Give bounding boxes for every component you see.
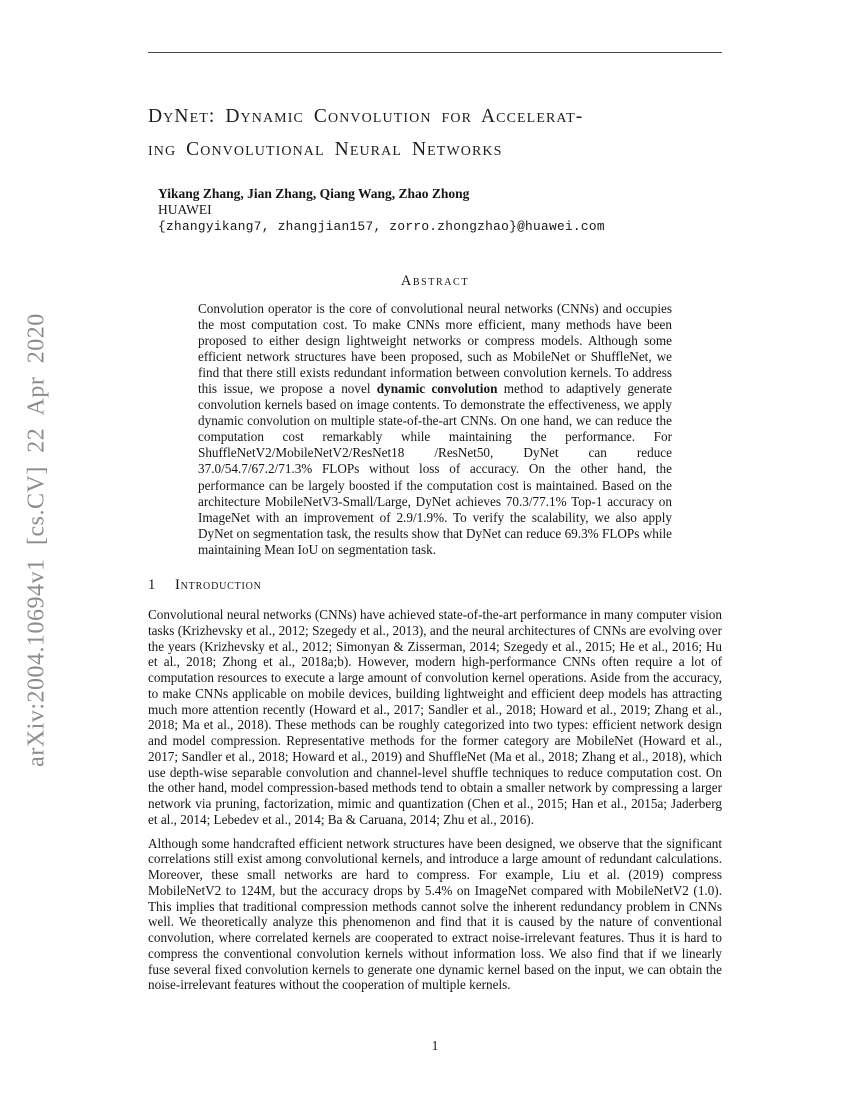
abstract-text (148, 301, 722, 559)
abstract-text-pre: Convolution operator is the core of convolutional neural networks (CNNs) and occupies the most computation cost. To make CNNs more efficient, many methods have been proposed to either design lightweight networks or compress models. Although some efficient network structures have been proposed, such as MobileNet or ShuffleNet, we find that there still exists redundant information between convolution kernels. To address this issue, we propose a novel (198, 300, 672, 396)
author-block (148, 186, 722, 235)
section-number: 1 (148, 577, 156, 593)
abstract-heading: Abstract (400, 272, 470, 289)
affiliation-line: HUAWEI (158, 201, 212, 217)
paper-title-line1: DyNet: Dynamic Convolution for Accelerat- (148, 106, 584, 127)
intro-paragraph-1: Convolutional neural networks (CNNs) have achieved state-of-the-art performance in many computer vision tasks (Krizhevsky et al., 2012; Szegedy et al., 2013), and the neural architectures of CNNs are evolving over the years (Krizhevsky et al., 2012; Simonyan & Zisserman, 2014; Szegedy et al., 2015; He et al., 2016; Hu et al., 2018; Zhong et al., 2018a;b). However, modern high-performance CNNs often require a lot of computation resources to execute a large amount of convolution kernel operations. Aside from the accuracy, to make CNNs applicable on mobile devices, building lightweight and efficient deep models has attracting much more attention recently (Howard et al., 2017; Sandler et al., 2018; Howard et al., 2019; Zhang et al., 2018; Ma et al., 2018). These methods can be roughly categorized into two types: efficient network design and model compression. Representative methods for the former category are MobileNet (Howard et al., 2017; Sandler et al., 2018; Howard et al., 2019) and ShuffleNet (Ma et al., 2018; Zhang et al., 2018), which use depth-wise separable convolution and channel-level shuffle techniques to reduce computation cost. On the other hand, model compression-based methods tend to obtain a smaller network by compressing a larger network via pruning, factorization, mimic and quantization (Chen et al., 2015; Han et al., 2015a; Jaderberg et al., 2014; Lebedev et al., 2014; Ba & Caruana, 2014; Zhu et al., 2016). (148, 607, 722, 827)
section-heading-introduction (148, 577, 722, 594)
email-line: {zhangyikang7, zhangjian157, zorro.zhongzhao}@huawei.com (158, 219, 605, 234)
intro-paragraph-2: Although some handcrafted efficient network structures have been designed, we observe that the significant correlations still exist among convolutional kernels, and introduce a large amount of redundant calculations. Moreover, these small networks are hard to compress. For example, Liu et al. (2019) compress MobileNetV2 to 124M, but the accuracy drops by 5.4% on ImageNet compared with MobileNetV2 (1.0). This implies that traditional compression methods cannot solve the inherent redundancy problem in CNNs well. We theoretically analyze this phenomenon and find that it is caused by the nature of conventional convolution, where correlated kernels are cooperated to extract noise-irrelevant features. Thus it is hard to compress the conventional convolution kernels without information loss. We also find that if we linearly fuse several fixed convolution kernels to generate one dynamic kernel based on the input, we can obtain the noise-irrelevant features without the cooperation of multiple kernels. (148, 835, 722, 993)
paper-title-line2: ing Convolutional Neural Networks (148, 139, 503, 160)
abstract-text-bold: dynamic convolution (376, 380, 498, 396)
authors-line: Yikang Zhang, Jian Zhang, Qiang Wang, Zhao Zhong (158, 186, 470, 201)
arxiv-watermark: arXiv:2004.10694v1 [cs.CV] 22 Apr 2020 (23, 313, 50, 767)
header-rule (148, 52, 722, 53)
paper-title (148, 100, 722, 166)
abstract-text-post: method to adaptively generate convolution kernels based on image contents. To demonstrate the effectiveness, we apply dynamic convolution on multiple state-of-the-art CNNs. On one hand, we can reduce the computation cost remarkably while maintaining the performance. For ShuffleNetV2/MobileNetV2/ResNet18 /ResNet50, DyNet can reduce 37.0/54.7/67.2/71.3% FLOPs without loss of accuracy. On the other hand, the performance can be largely boosted if the computation cost is maintained. Based on the architecture MobileNetV3-Small/Large, DyNet achieves 70.3/77.1% Top-1 accuracy on ImageNet with an improvement of 2.9/1.9%. To verify the scalability, we also apply DyNet on segmentation task, the results show that DyNet can reduce 69.3% FLOPs while maintaining Mean IoU on segmentation task. (198, 380, 672, 557)
section-title: Introduction (175, 577, 262, 593)
paper-content (148, 0, 722, 993)
page-number: 1 (431, 1038, 439, 1053)
